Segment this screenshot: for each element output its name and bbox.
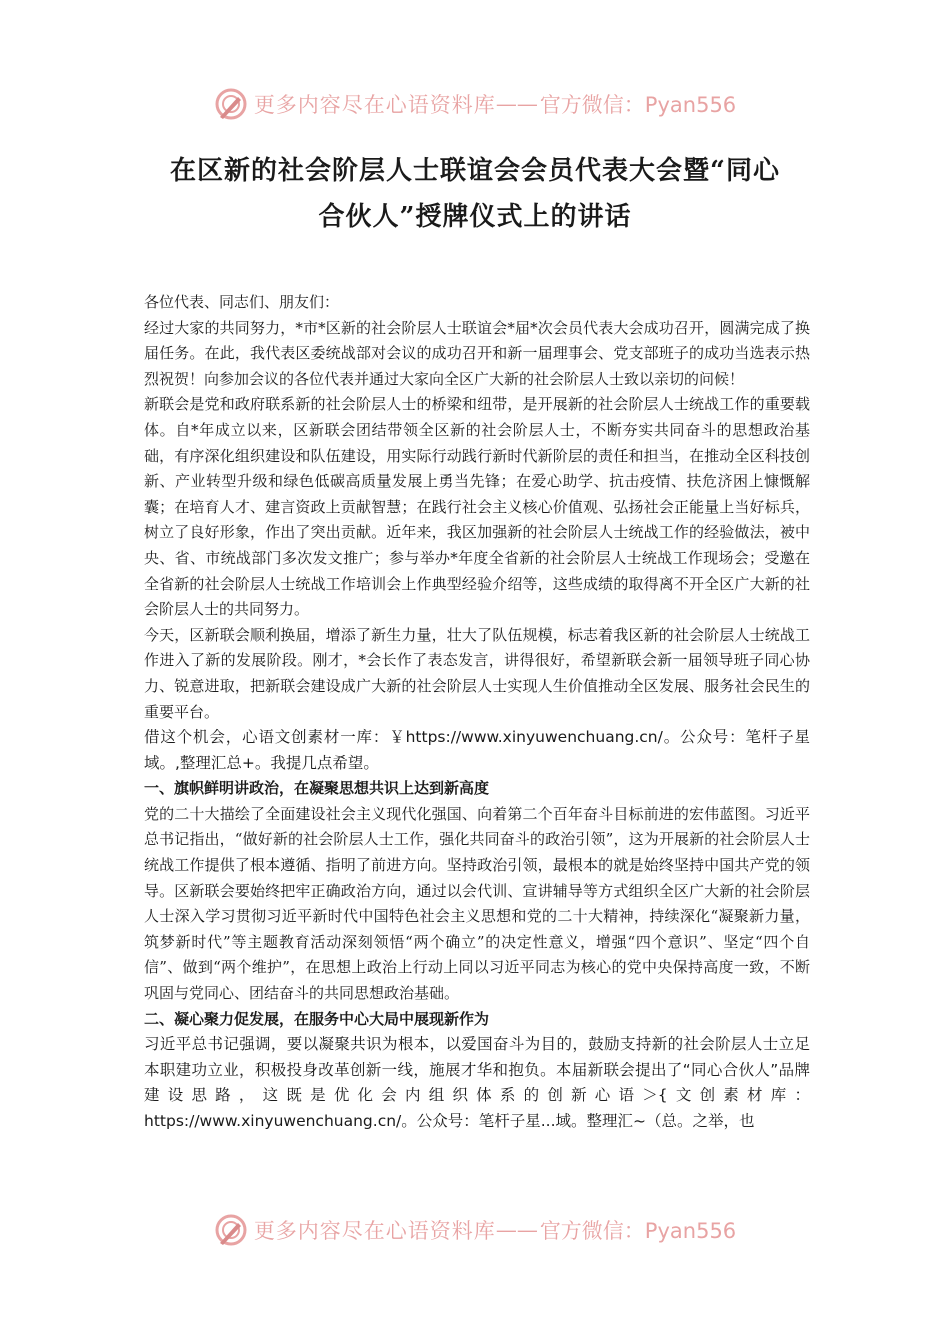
- document-body: [144, 290, 810, 1135]
- watermark-paragraph: 借这个机会，心语文创素材一库：￥https://www.xinyuwenchuang.cn/。公众号：笔杆子星域。,整理汇总+。我提几点希望。: [144, 728, 810, 772]
- banner-brand-text: 更多内容尽在心语资料库: [253, 1219, 496, 1243]
- document-title: [130, 148, 820, 240]
- section-heading-2: 二、凝心聚力促发展，在服务中心大局中展现新作为: [144, 1009, 490, 1028]
- salutation: 各位代表、同志们、朋友们：: [144, 293, 340, 311]
- banner-brand-text: 更多内容尽在心语资料库: [253, 93, 496, 117]
- banner-wechat-text: 官方微信：Pyan556: [539, 1219, 737, 1243]
- brush-logo-icon: [214, 1213, 248, 1247]
- header-watermark-banner: [0, 80, 950, 128]
- title-line-2: 合伙人”授牌仪式上的讲话: [318, 202, 632, 232]
- paragraph: 新联会是党和政府联系新的社会阶层人士的桥梁和纽带，是开展新的社会阶层人士统战工作的重要载体。自*年成立以来，区新联会团结带领全区新的社会阶层人士，不断夯实共同奋斗的思想政治基础，有序深化组织建设和队伍建设，用实际行动践行新时代新阶层的责任和担当，在推动全区科技创新、产业转型升级和绿色低碳高质量发展上勇当先锋；在爱心助学、抗击疫情、扶危济困上慷慨解囊；在培育人才、建言资政上贡献智慧；在践行社会主义核心价值观、弘扬社会正能量上当好标兵，树立了良好形象，作出了突出贡献。近年来，我区加强新的社会阶层人士统战工作的经验做法，被中央、省、市统战部门多次发文推广；参与举办*年度全省新的社会阶层人士统战工作现场会；受邀在全省新的社会阶层人士统战工作培训会上作典型经验介绍等，这些成绩的取得离不开全区广大新的社会阶层人士的共同努力。: [144, 395, 810, 619]
- banner-dash: ——: [495, 92, 538, 116]
- banner-dash: ——: [495, 1218, 538, 1242]
- paragraph: 经过大家的共同努力，*市*区新的社会阶层人士联谊会*届*次会员代表大会成功召开，圆满完成了换届任务。在此，我代表区委统战部对会议的成功召开和新一届理事会、党支部班子的成功当选表示热烈祝贺！向参加会议的各位代表并通过大家向全区广大新的社会阶层人士致以亲切的问候！: [144, 318, 810, 388]
- paragraph: 党的二十大描绘了全面建设社会主义现代化强国、向着第二个百年奋斗目标前进的宏伟蓝图。习近平总书记指出，“做好新的社会阶层人士工作，强化共同奋斗的政治引领”，这为开展新的社会阶层人士统战工作提供了根本遵循、指明了前进方向。坚持政治引领，最根本的就是始终坚持中国共产党的领导。区新联会要始终把牢正确政治方向，通过以会代训、宣讲辅导等方式组织全区广大新的社会阶层人士深入学习贯彻习近平新时代中国特色社会主义思想和党的二十大精神，持续深化“凝聚新力量，筑梦新时代”等主题教育活动深刻领悟“两个确立”的决定性意义，增强“四个意识”、坚定“四个自信”、做到“两个维护”，在思想上政治上行动上同以习近平同志为核心的党中央保持高度一致，不断巩固与党同心、团结奋斗的共同思想政治基础。: [144, 804, 810, 1003]
- footer-watermark-banner: [0, 1206, 950, 1254]
- brush-logo-icon: [214, 87, 248, 121]
- paragraph: 习近平总书记强调，要以凝聚共识为根本，以爱国奋斗为目的，鼓励支持新的社会阶层人士立足本职建功立业，积极投身改革创新一线，施展才华和抱负。本届新联会提出了“同心合伙人”品牌建设思路，这既是优化会内组织体系的创新心语＞{文创素材库：https://www.xinyuwenchuang.cn/。公众号：笔杆子星...域。整理汇~（总。之举，也: [144, 1035, 810, 1130]
- banner-wechat-text: 官方微信：Pyan556: [539, 93, 737, 117]
- section-heading-1: 一、旗帜鲜明讲政治，在凝聚思想共识上达到新高度: [144, 779, 490, 798]
- title-line-1: 在区新的社会阶层人士联谊会会员代表大会暨“同心: [170, 156, 780, 186]
- paragraph: 今天，区新联会顺利换届，增添了新生力量，壮大了队伍规模，标志着我区新的社会阶层人士统战工作进入了新的发展阶段。刚才，*会长作了表态发言，讲得很好，希望新联会新一届领导班子同心协力、锐意进取，把新联会建设成广大新的社会阶层人士实现人生价值推动全区发展、服务社会民生的重要平台。: [144, 625, 810, 721]
